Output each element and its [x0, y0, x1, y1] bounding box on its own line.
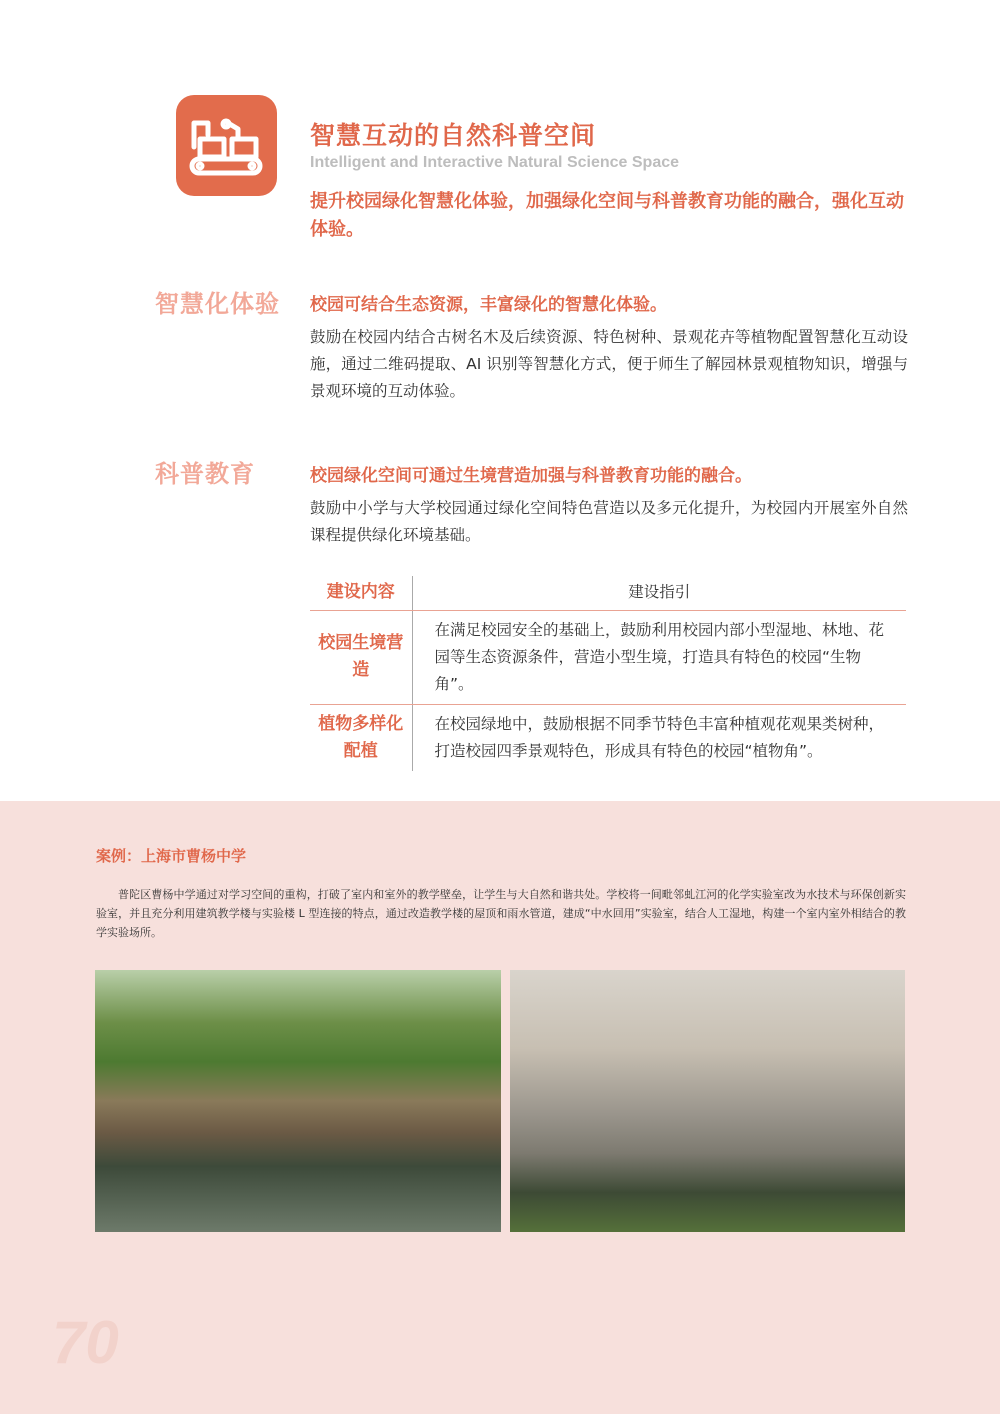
section-heading: 校园绿化空间可通过生境营造加强与科普教育功能的融合。: [310, 466, 752, 486]
table-header: 建设指引: [412, 576, 906, 610]
robot-conveyor-icon: [176, 95, 277, 196]
section-label: 科普教育: [155, 460, 255, 488]
table-header: 建设内容: [310, 576, 412, 610]
table-cell: 校园生境营造: [310, 610, 412, 704]
students-pond-photo: [95, 970, 501, 1232]
section-body: 鼓励中小学与大学校园通过绿化空间特色营造以及多元化提升，为校园内开展室外自然课程提供绿化环境基础。: [310, 499, 908, 544]
table-cell: 在满足校园安全的基础上，鼓励利用校园内部小型湿地、林地、花园等生态资源条件，营造小型生境，打造具有特色的校园“生物角”。: [412, 610, 906, 704]
table-row: [310, 610, 906, 704]
section-heading: 校园可结合生态资源，丰富绿化的智慧化体验。: [310, 295, 667, 315]
case-body: 普陀区曹杨中学通过对学习空间的重构，打破了室内和室外的教学壁垒，让学生与大自然和谐共处。学校将一间毗邻虬江河的化学实验室改为水技术与环保创新实验室，并且充分利用建筑教学楼与实验楼 L 型连接的特点，通过改造教学楼的屋顶和雨水管道，建成“中水回用”实验室，结合人工湿地，构建一个室内室外相结合的教学实验场所。: [96, 888, 906, 939]
section-label: 智慧化体验: [155, 290, 280, 318]
table-cell: 在校园绿地中，鼓励根据不同季节特色丰富种植观花观果类树种，打造校园四季景观特色，形成具有特色的校园“植物角”。: [434, 714, 885, 760]
page-subtitle: Intelligent and Interactive Natural Science Space: [310, 154, 680, 171]
section-body: 鼓励在校园内结合古树名木及后续资源、特色树种、景观花卉等植物配置智慧化互动设施，通过二维码提取、AI 识别等智慧化方式，便于师生了解园林景观植物知识，增强与景观环境的互动体验。: [310, 328, 908, 400]
table-row: [310, 704, 906, 771]
visitors-wetland-photo: [510, 970, 905, 1232]
lead-text: 提升校园绿化智慧化体验，加强绿化空间与科普教育功能的融合，强化互动体验。: [310, 191, 904, 240]
page-number: 70: [52, 1309, 119, 1376]
case-title: 案例：上海市曹杨中学: [96, 847, 247, 865]
table-cell: 植物多样化配植: [310, 704, 412, 771]
page-title: 智慧互动的自然科普空间: [310, 121, 597, 150]
guidance-table: [310, 576, 906, 771]
case-study-panel: [0, 801, 1000, 1414]
